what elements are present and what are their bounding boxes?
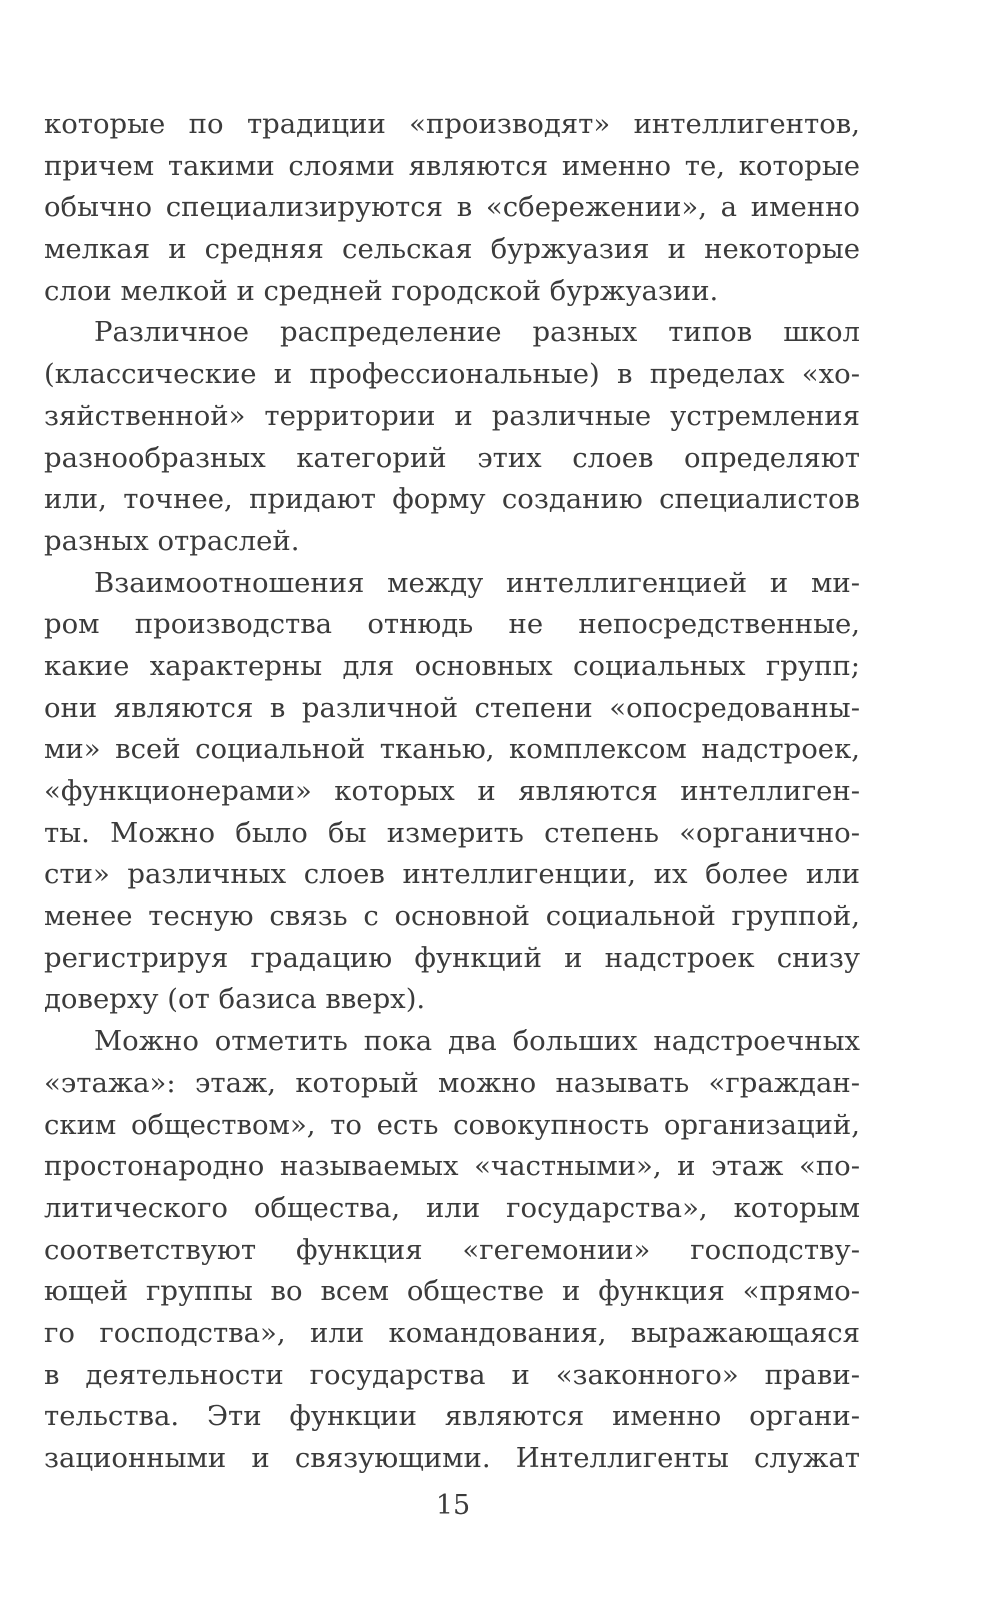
text-line: разных отраслей. <box>44 524 300 557</box>
paragraph-4 <box>44 1021 860 1480</box>
text-line: они являются в различной степени «опосредованны- <box>44 691 860 724</box>
text-line: тельства. Эти функции являются именно органи- <box>44 1400 860 1433</box>
text-line: слои мелкой и средней городской буржуазии. <box>44 274 719 307</box>
text-line: обычно специализируются в «сбережении», а именно <box>44 191 860 224</box>
text-line: Можно отметить пока два больших надстроечных <box>94 1025 860 1058</box>
text-line: го господства», или командования, выражающаяся <box>44 1316 860 1349</box>
text-line: ми» всей социальной тканью, комплексом надстроек, <box>44 733 860 766</box>
text-line: зяйственной» территории и различные устремления <box>44 399 860 432</box>
text-line: сти» различных слоев интеллигенции, их более или <box>44 858 860 891</box>
text-line: мелкая и средняя сельская буржуазия и некоторые <box>44 233 860 266</box>
paragraph-1 <box>44 104 860 312</box>
text-line: ющей группы во всем обществе и функция «прямо- <box>44 1275 860 1308</box>
paragraph-2 <box>44 312 860 562</box>
text-line: менее тесную связь с основной социальной группой, <box>44 900 860 933</box>
text-line: литического общества, или государства», которым <box>44 1191 860 1224</box>
text-line: ром производства отнюдь не непосредственные, <box>44 608 860 641</box>
text-line: ским обществом», то есть совокупность организаций, <box>44 1108 860 1141</box>
text-line: простонародно называемых «частными», и этаж «по- <box>44 1150 860 1183</box>
text-line: «этажа»: этаж, который можно называть «граждан- <box>44 1066 860 1099</box>
text-line: в деятельности государства и «законного» прави- <box>44 1358 860 1391</box>
text-line: доверху (от базиса вверх). <box>44 983 426 1016</box>
body-text <box>44 104 860 1480</box>
paragraph-3 <box>44 563 860 1022</box>
text-line: разнообразных категорий этих слоев определяют <box>44 441 860 474</box>
text-line: зационными и связующими. Интеллигенты служат <box>44 1442 860 1474</box>
text-line: или, точнее, придают форму созданию специалистов <box>44 483 860 516</box>
text-line: которые по традиции «производят» интеллигентов, <box>44 108 860 140</box>
text-line: ты. Можно было бы измерить степень «органично- <box>44 816 860 849</box>
page-number: 15 <box>435 1490 471 1521</box>
text-line: регистрируя градацию функций и надстроек снизу <box>44 941 860 974</box>
text-line: «функционерами» которых и являются интеллиген- <box>44 775 860 807</box>
text-line: причем такими слоями являются именно те, которые <box>44 149 860 182</box>
text-line: (классические и профессиональные) в пределах «хо- <box>44 358 860 391</box>
text-line: Различное распределение разных типов школ <box>94 316 860 349</box>
text-line: соответствуют функция «гегемонии» господству- <box>44 1233 860 1266</box>
text-line: какие характерны для основных социальных групп; <box>44 649 860 682</box>
text-line: Взаимоотношения между интеллигенцией и ми- <box>94 566 860 599</box>
